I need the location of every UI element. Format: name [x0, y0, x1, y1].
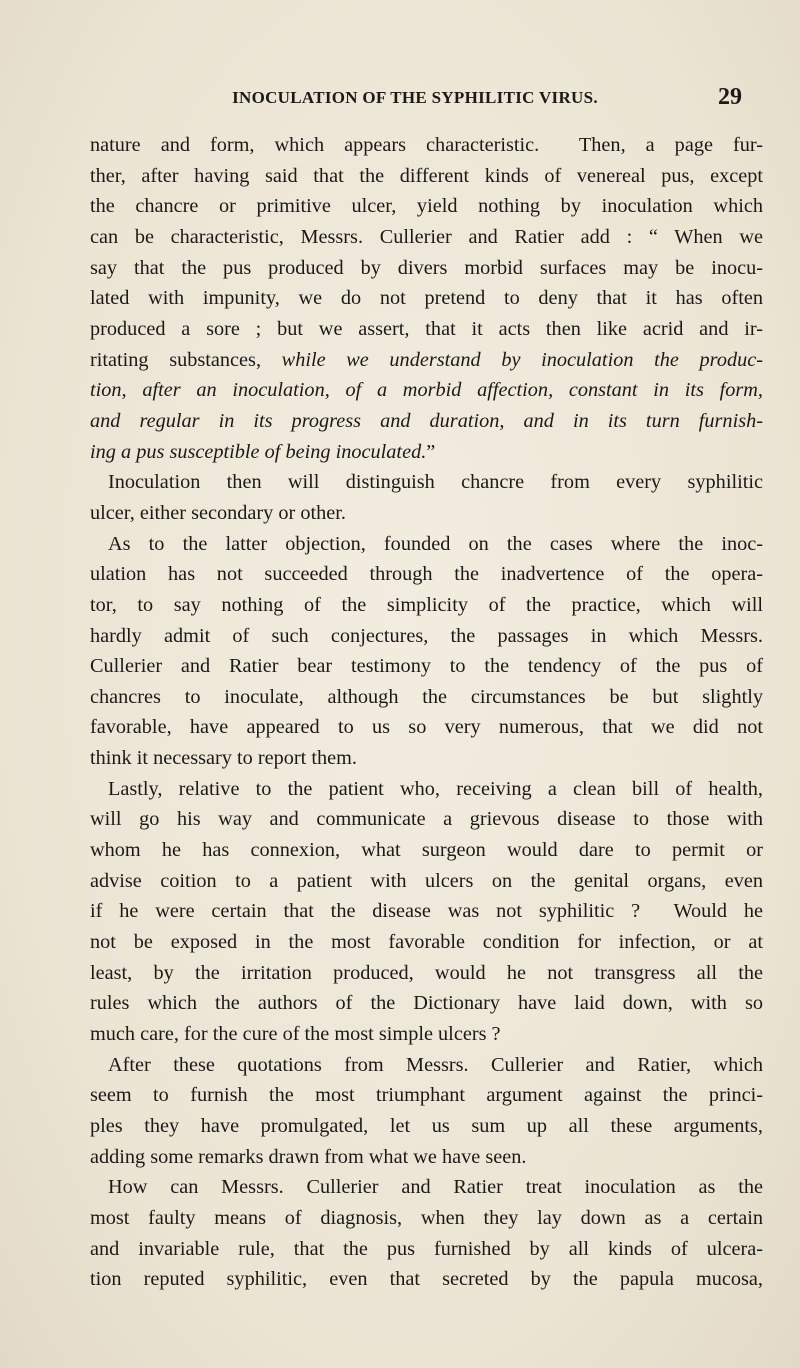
line-text: most faulty means of diagnosis, when they lay down as a certain — [90, 1206, 763, 1229]
line-text: much care, for the cure of the most simple ulcers ? — [90, 1023, 501, 1046]
italic-text: tion, after an inoculation, of a morbid affection, constant in its form, — [90, 379, 763, 402]
text-line — [90, 222, 763, 253]
text-line — [90, 835, 763, 866]
text-line — [90, 498, 763, 529]
text-line — [90, 345, 763, 376]
line-text: not be exposed in the most favorable condition for infection, or at — [90, 931, 763, 954]
line-text: ulcer, either secondary or other. — [90, 501, 346, 524]
text-line — [90, 1234, 763, 1265]
line-text: seem to furnish the most triumphant argument against the princi- — [90, 1084, 763, 1107]
italic-text: while we understand by inoculation the produc- — [281, 348, 764, 371]
line-text: hardly admit of such conjectures, the passages in which Messrs. — [90, 624, 763, 647]
text-line — [90, 1172, 763, 1203]
line-text: least, by the irritation produced, would he not transgress all the — [90, 961, 763, 984]
text-line — [90, 804, 763, 835]
page-number: 29 — [718, 84, 742, 110]
line-text: ther, after having said that the different kinds of venereal pus, except — [90, 164, 763, 187]
line-text: produced a sore ; but we assert, that it acts then like acrid and ir- — [90, 317, 763, 340]
line-text: whom he has connexion, what surgeon would dare to permit or — [90, 839, 763, 862]
text-line — [90, 1142, 763, 1173]
running-title: INOCULATION OF THE SYPHILITIC VIRUS. — [232, 88, 598, 107]
line-text: As to the latter objection, founded on the cases where the inoc- — [108, 532, 763, 555]
text-line — [90, 191, 763, 222]
body-text — [90, 130, 763, 1295]
text-line — [90, 314, 763, 345]
line-text: adding some remarks drawn from what we have seen. — [90, 1145, 527, 1168]
line-text: tion reputed syphilitic, even that secreted by the papula mucosa, — [90, 1268, 763, 1291]
text-line — [90, 712, 763, 743]
line-text: the chancre or primitive ulcer, yield nothing by inoculation which — [90, 195, 763, 218]
line-text: ritating substances, — [90, 348, 282, 371]
running-head — [88, 84, 742, 114]
line-text: Inoculation then will distinguish chancre from every syphilitic — [108, 471, 763, 494]
text-line — [90, 896, 763, 927]
text-line — [90, 375, 763, 406]
text-line — [90, 467, 763, 498]
text-line — [90, 774, 763, 805]
line-text: tor, to say nothing of the simplicity of the practice, which will — [90, 593, 763, 616]
text-line — [90, 559, 763, 590]
line-text: lated with impunity, we do not pretend to deny that it has often — [90, 287, 763, 310]
line-text: think it necessary to report them. — [90, 747, 357, 770]
line-text: rules which the authors of the Dictionary have laid down, with so — [90, 992, 763, 1015]
line-text: and invariable rule, that the pus furnished by all kinds of ulcera- — [90, 1237, 763, 1260]
line-text: Cullerier and Ratier bear testimony to the tendency of the pus of — [90, 655, 763, 678]
text-line — [90, 927, 763, 958]
text-line — [90, 529, 763, 560]
text-line — [90, 161, 763, 192]
line-text: ulation has not succeeded through the inadvertence of the opera- — [90, 563, 763, 586]
line-text: advise coition to a patient with ulcers on the genital organs, even — [90, 869, 763, 892]
line-text: After these quotations from Messrs. Cullerier and Ratier, which — [108, 1053, 763, 1076]
line-text: can be characteristic, Messrs. Cullerier and Ratier add : “ When we — [90, 225, 763, 248]
text-line — [90, 406, 763, 437]
text-line — [90, 1203, 763, 1234]
line-text: nature and form, which appears characteristic. Then, a page fur- — [90, 134, 763, 156]
text-line — [90, 130, 763, 161]
text-line — [90, 866, 763, 897]
text-line — [90, 988, 763, 1019]
italic-text: and regular in its progress and duration, and in its turn furnish- — [90, 409, 763, 432]
text-line — [90, 621, 763, 652]
text-line — [90, 651, 763, 682]
text-line — [90, 1264, 763, 1295]
text-line — [90, 682, 763, 713]
text-line — [90, 283, 763, 314]
text-line — [90, 437, 763, 468]
line-text: favorable, have appeared to us so very numerous, that we did not — [90, 716, 763, 739]
text-line — [90, 1050, 763, 1081]
text-line — [90, 590, 763, 621]
text-line — [90, 743, 763, 774]
line-text: How can Messrs. Cullerier and Ratier treat inoculation as the — [108, 1176, 763, 1199]
line-text: if he were certain that the disease was not syphilitic ? Would he — [90, 900, 763, 923]
line-text: will go his way and communicate a grievous disease to those with — [90, 808, 763, 831]
text-line — [90, 253, 763, 284]
text-line — [90, 958, 763, 989]
italic-text: ing a pus susceptible of being inoculated. — [90, 440, 427, 463]
line-text: ples they have promulgated, let us sum up all these arguments, — [90, 1115, 763, 1137]
text-line — [90, 1111, 763, 1142]
text-line — [90, 1080, 763, 1111]
line-text: chancres to inoculate, although the circumstances be but slightly — [90, 685, 763, 708]
line-text: say that the pus produced by divers morbid surfaces may be inocu- — [90, 256, 763, 279]
text-line — [90, 1019, 763, 1050]
line-text: Lastly, relative to the patient who, receiving a clean bill of health, — [108, 777, 763, 800]
line-text: ” — [426, 440, 436, 463]
